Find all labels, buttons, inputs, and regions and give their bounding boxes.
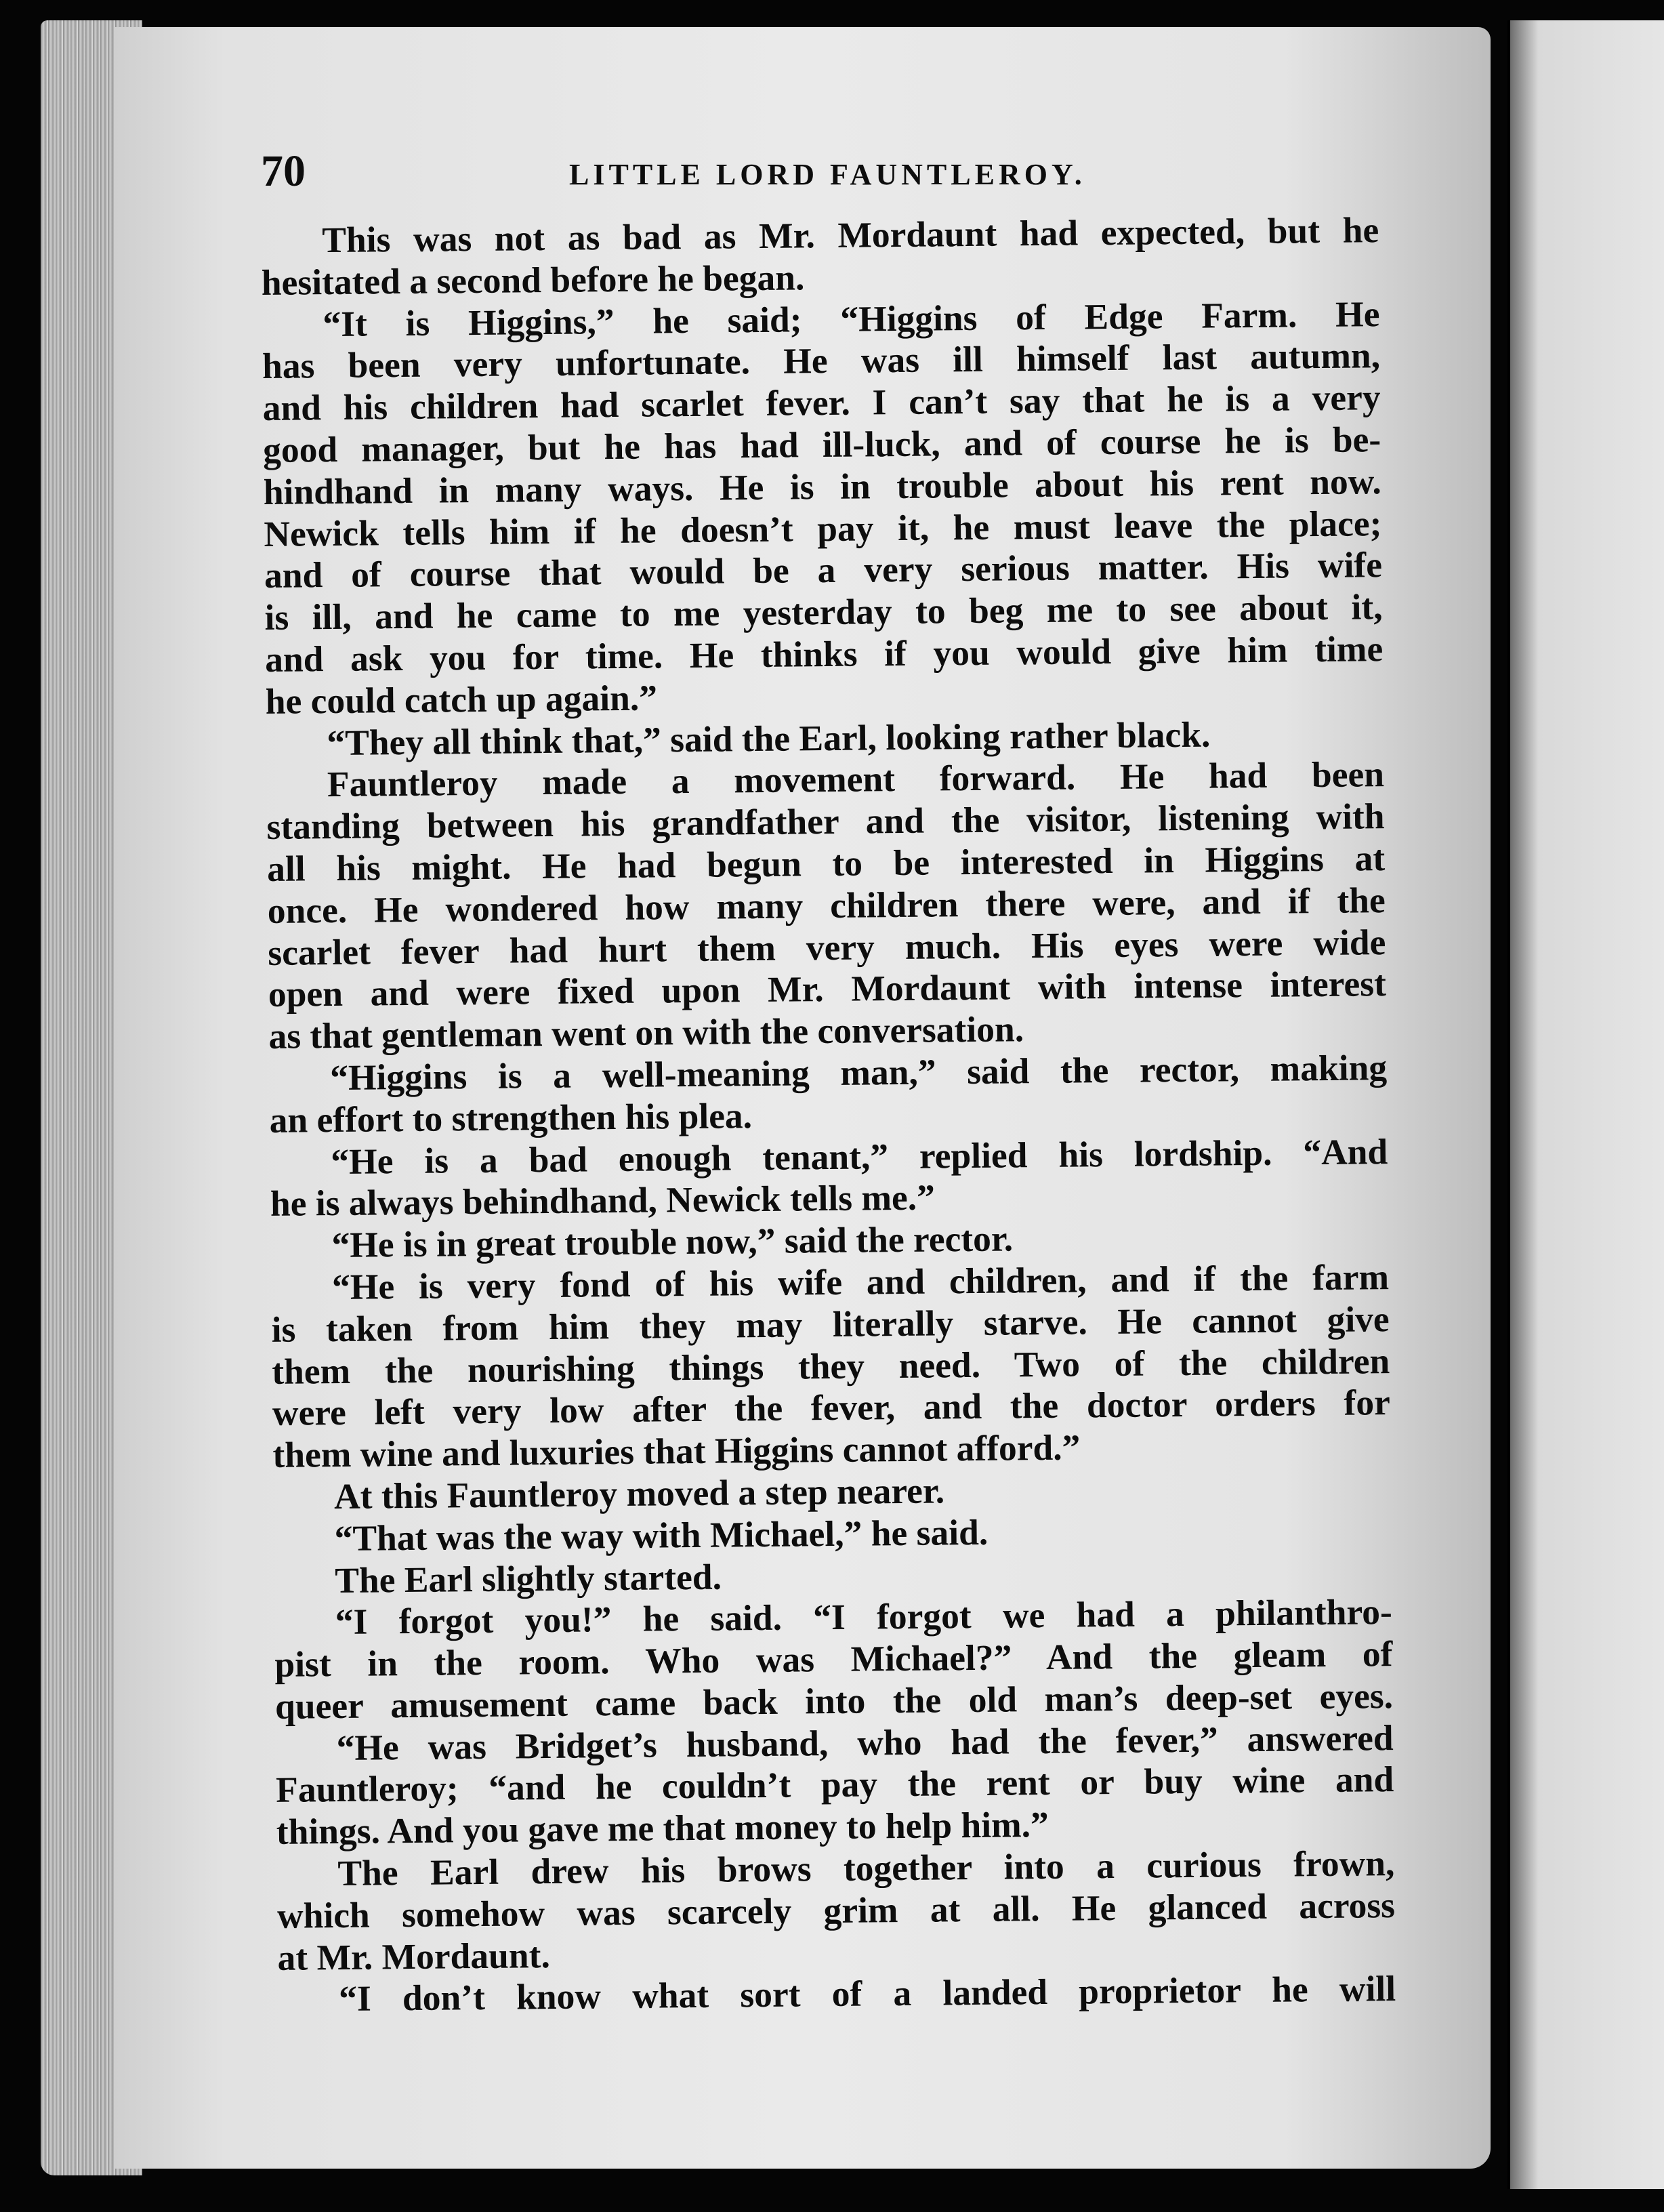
page-number: 70 (261, 146, 306, 196)
text-line: “He was Bridget’s husband, who had the fever,” answered (336, 1717, 1394, 1768)
text-line: hesitated a second before he began. (261, 257, 805, 303)
text-line: is taken from him they may literally starve. He cannot give (271, 1298, 1390, 1350)
text-line: them the nourishing things they need. Two of the children (272, 1340, 1390, 1392)
text-line: open and were fixed upon Mr. Mordaunt with intense interest (268, 963, 1387, 1015)
text-line: “I don’t know what sort of a landed proprietor he will (338, 1968, 1396, 2020)
text-line: once. He wondered how many children there were, and if the (267, 879, 1386, 931)
text-line: “I forgot you!” he said. “I forgot we had a philanthro- (335, 1591, 1393, 1643)
text-line: an effort to strengthen his plea. (269, 1094, 753, 1141)
text-line: at Mr. Mordaunt. (277, 1934, 551, 1978)
text-line: The Earl drew his brows together into a curious frown, (337, 1843, 1395, 1894)
text-line: them wine and luxuries that Higgins cannot afford.” (272, 1427, 1081, 1476)
facing-page-edge (1507, 20, 1664, 2189)
text-line: he is always behindhand, Newick tells me.” (270, 1176, 936, 1225)
text-line: as that gentleman went on with the conversation. (268, 1008, 1024, 1057)
text-line: At this Fauntleroy moved a step nearer. (333, 1470, 945, 1517)
text-line: is ill, and he came to me yesterday to beg me to see about it, (264, 586, 1383, 638)
text-line: all his might. He had begun to be interested in Higgins at (266, 838, 1386, 889)
page-header (261, 142, 1372, 203)
text-line: hindhand in many ways. He is in trouble about his rent now. (263, 460, 1382, 512)
text-line: and his children had scarlet fever. I can’t say that he is a very (262, 377, 1381, 429)
text-line: pist in the room. Who was Michael?” And the gleam of (274, 1633, 1393, 1685)
text-line: were left very low after the fever, and the doctor orders for (272, 1382, 1391, 1434)
text-line: “Higgins is a well-meaning man,” said the rector, making (329, 1047, 1388, 1099)
text-line: which somehow was scarcely grim at all. He glanced across (276, 1884, 1396, 1936)
text-line: Fauntleroy made a movement forward. He had been (327, 754, 1385, 805)
text-line: “It is Higgins,” he said; “Higgins of Edge Farm. He (323, 293, 1380, 344)
text-line: good manager, but he has had ill-luck, and of course he is be- (262, 419, 1381, 470)
text-line: Fauntleroy; “and he couldn’t pay the rent or buy wine and (275, 1759, 1394, 1811)
text-line: The Earl slightly started. (334, 1556, 722, 1601)
text-line: “That was the way with Michael,” he said. (334, 1511, 989, 1559)
text-line: and ask you for time. He thinks if you would give him time (264, 628, 1384, 680)
text-line: “He is a bad enough tenant,” replied his lordship. “And (331, 1130, 1388, 1182)
text-line: scarlet fever had hurt them very much. His eyes were wide (268, 921, 1386, 973)
text-line: “They all think that,” said the Earl, looking rather black. (327, 714, 1211, 763)
running-title: LITTLE LORD FAUNTLEROY. (569, 158, 1086, 191)
text-line: standing between his grandfather and the visitor, listening with (266, 796, 1385, 848)
text-line: Newick tells him if he doesn’t pay it, he must leave the place; (264, 502, 1382, 554)
text-line: “He is very fond of his wife and children, and if the farm (331, 1256, 1390, 1307)
text-line: “He is in great trouble now,” said the rector. (331, 1218, 1014, 1266)
text-line: queer amusement came back into the old man’s deep-set eyes. (274, 1675, 1394, 1727)
text-line: he could catch up again.” (265, 677, 658, 722)
text-line: has been very unfortunate. He was ill himself last autumn, (262, 335, 1381, 387)
body-text (261, 209, 1396, 2021)
text-line: This was not as bad as Mr. Mordaunt had expected, but he (321, 209, 1379, 261)
text-line: things. And you gave me that money to help him.” (276, 1804, 1049, 1853)
text-line: and of course that would be a very serious matter. His wife (264, 544, 1383, 596)
